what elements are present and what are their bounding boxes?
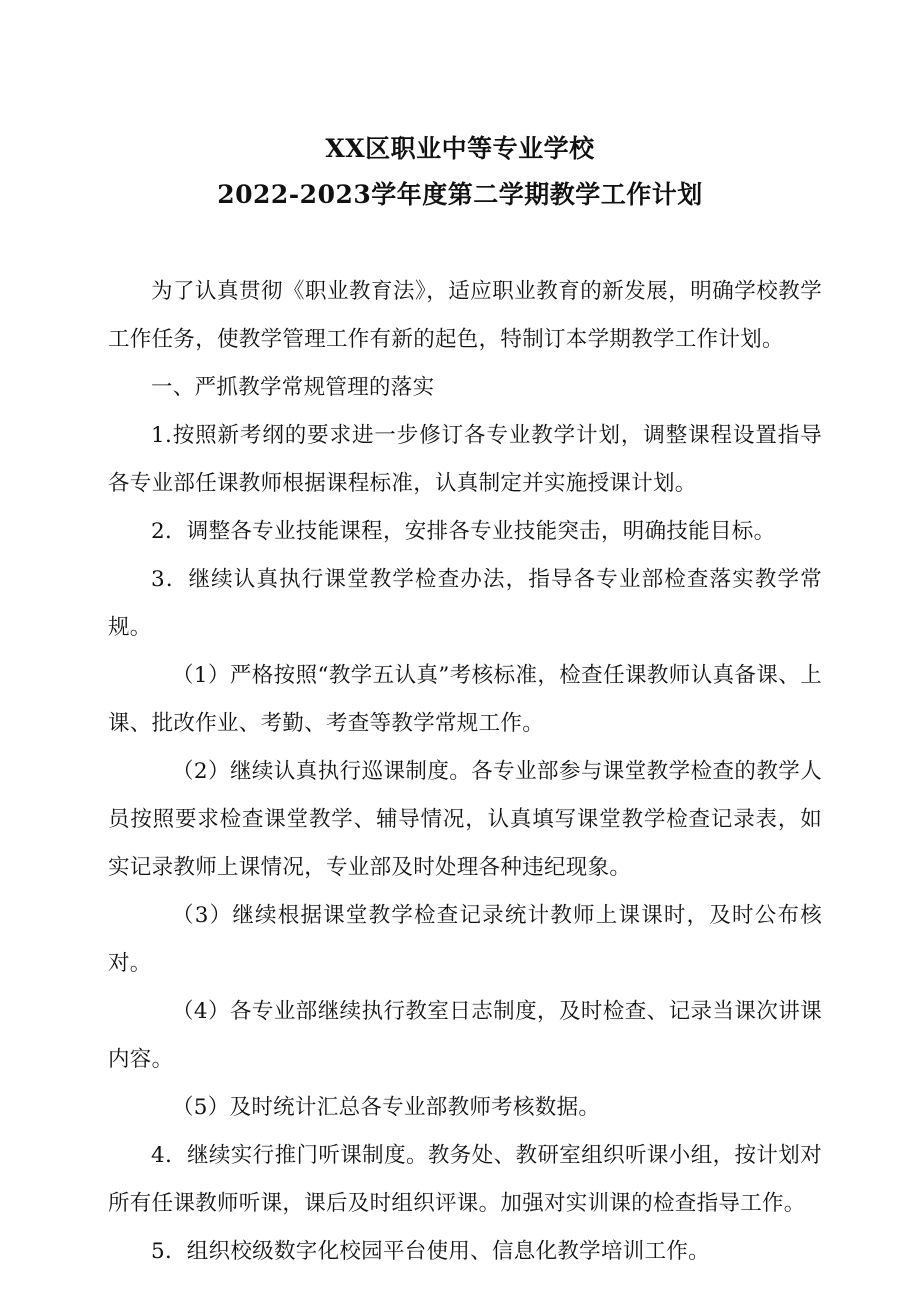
sub-list-item: （1）严格按照“教学五认真”考核标准，检查任课教师认真备课、上课、批改作业、考勤、考查等教学常规工作。 [108,663,822,736]
document-title-school: XX区职业中等专业学校 [325,134,595,163]
sub-list-item: （2）继续认真执行巡课制度。各专业部参与课堂教学检查的教学人员按照要求检查课堂教学、辅导情况，认真填写课堂教学检查记录表，如实记录教师上课情况，专业部及时处理各种违纪现象。 [108,759,822,880]
section-heading: 一、严抓教学常规管理的落实 [151,375,435,400]
sub-list-item: （5）及时统计汇总各专业部教师考核数据。 [172,1095,601,1120]
intro-paragraph: 为了认真贯彻《职业教育法》，适应职业教育的新发展，明确学校教学工作任务，使教学管理工作有新的起色，特制订本学期教学工作计划。 [108,279,822,352]
list-item: 4．继续实行推门听课制度。教务处、教研室组织听课小组，按计划对所有任课教师听课，课后及时组织评课。加强对实训课的检查指导工作。 [108,1143,822,1216]
document-title-plan: 2022-2023学年度第二学期教学工作计划 [217,180,703,209]
document-body [108,268,822,1276]
sub-list-item: （3）继续根据课堂教学检查记录统计教师上课课时，及时公布核对。 [108,903,822,976]
list-item: 1.按照新考纲的要求进一步修订各专业教学计划，调整课程设置指导各专业部任课教师根据课程标准，认真制定并实施授课计划。 [108,423,822,496]
sub-list-item: （4）各专业部继续执行教室日志制度，及时检查、记录当课次讲课内容。 [108,999,822,1072]
list-item: 2．调整各专业技能课程，安排各专业技能突击，明确技能目标。 [151,519,776,544]
list-item: 3．继续认真执行课堂教学检查办法，指导各专业部检查落实教学常规。 [108,567,822,640]
list-item: 5．组织校级数字化校园平台使用、信息化教学培训工作。 [151,1239,710,1264]
